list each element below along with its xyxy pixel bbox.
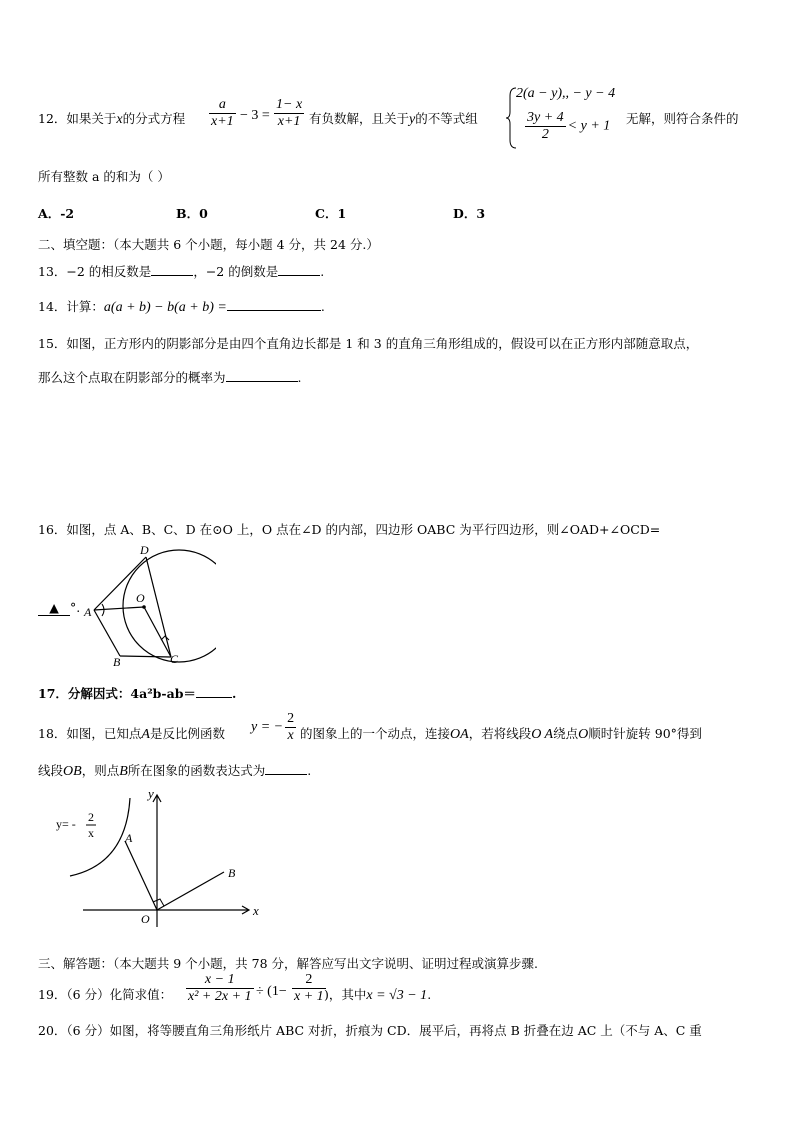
q18-line2 — [38, 761, 311, 780]
q15-line1: 15．如图，正方形内的阴影部分是由四个直角边长都是 1 和 3 的直角三角形组成的，假设可以在正方形内部随意取点， — [38, 336, 699, 351]
q16-line1: 16．如图，点 A、B、C、D 在⊙O 上，O 点在∠D 的内部，四边形 OABC 为平行四边形，则∠OAD+∠OCD= — [38, 522, 661, 537]
q18-text-c: 的图象上的一个动点，连接 — [300, 726, 451, 741]
q18-func-num: 2 — [287, 711, 295, 726]
q19-text-b: )，其中 — [324, 987, 367, 1002]
q19-fraction-1 — [184, 972, 256, 1005]
q19-intro: 19．（6 分）化简求值： — [38, 987, 173, 1002]
q19-f2-num: 2 — [292, 972, 326, 989]
q18-text-a: 18．如图，已知点 — [38, 726, 142, 741]
q19-f1-num: x − 1 — [186, 972, 254, 989]
q12-var-x: x — [116, 112, 123, 127]
q16-label-o: O — [136, 591, 145, 605]
q12-frac2-den: x+1 — [277, 114, 301, 129]
q18-end: . — [307, 763, 312, 778]
q18-label-b: B — [228, 866, 236, 880]
q18-point-a: A — [141, 727, 150, 742]
q12-sys2-num: 3y + 4 — [527, 110, 564, 125]
q16-label-c: C — [170, 652, 179, 666]
q13-text-a: 13．−2 的相反数是 — [38, 264, 152, 279]
q15-line2-text: 那么这个点取在阴影部分的概率为 — [38, 370, 226, 385]
q12-option-d: D．3 — [453, 206, 486, 221]
q18-text-f: 顺时针旋转 90°得到 — [588, 726, 702, 741]
q18-line1-a — [38, 724, 225, 743]
q12-line1-mid — [309, 109, 478, 128]
q18-line2-b: ，则点 — [81, 763, 120, 778]
q13-blank-2 — [278, 275, 320, 276]
q12-option-b: B．0 — [176, 206, 208, 221]
q12-var-y: y — [409, 112, 416, 127]
q14-end: . — [320, 299, 325, 314]
q12-frac2-num: 1− x — [276, 97, 303, 112]
q13-text-b: ，−2 的倒数是 — [193, 264, 279, 279]
q18-function — [251, 711, 298, 744]
q13 — [38, 262, 324, 280]
q18-label-o: O — [141, 912, 150, 926]
q12-line1 — [38, 109, 185, 128]
q19-condition: x = √3 − 1 — [366, 988, 428, 1003]
q12-sys2-den: 2 — [541, 127, 549, 142]
section2-heading: 二、填空题：（本大题共 6 个小题，每小题 4 分，共 24 分.） — [38, 237, 379, 252]
q19-f1-den: x² + 2x + 1 — [188, 989, 252, 1004]
q12-fraction-2 — [272, 97, 306, 130]
q12-frac1-den: x+1 — [211, 114, 234, 129]
q18-graph-figure — [50, 784, 280, 934]
q17-end: . — [231, 686, 237, 701]
q18-point-o: O — [578, 727, 589, 742]
q12-fraction-1 — [207, 97, 238, 130]
q18-line1-b — [300, 724, 702, 743]
q18-oa: OA — [450, 727, 469, 742]
q18-point-b: B — [119, 764, 128, 779]
q18-hyperbola — [70, 798, 130, 876]
q16-degree: °. — [70, 600, 81, 615]
q16-label-b: B — [113, 655, 121, 669]
q13-text-c: . — [320, 264, 325, 279]
q12-system-line2 — [523, 110, 610, 143]
q17-text: 17．分解因式：4a²b-ab＝ — [38, 686, 196, 701]
q16-answer — [38, 600, 80, 616]
q18-oa2: O A — [531, 727, 554, 742]
q12-text-b: 的分式方程 — [122, 111, 186, 126]
q18-text-d: ，若将线段 — [468, 726, 532, 741]
q18-label-x: x — [253, 903, 259, 918]
q16-label-a: A — [84, 605, 92, 619]
q12-text-c: 有负数解，且关于 — [309, 111, 410, 126]
q18-label-y: y — [148, 786, 154, 801]
q12-option-c: C．1 — [315, 206, 347, 221]
q12-system-line1: 2(a − y),, − y − 4 — [516, 86, 616, 101]
q18-curve-num: 2 — [88, 810, 94, 824]
q15-blank — [226, 381, 298, 382]
q18-text-b: 是反比例函数 — [149, 726, 225, 741]
q18-curve-label: y= - — [56, 817, 76, 831]
q17-blank — [196, 697, 232, 698]
q18-label-a: A — [125, 831, 133, 845]
q19-after — [324, 985, 431, 1004]
q16-label-d: D — [140, 543, 149, 557]
q19-end: . — [427, 987, 432, 1002]
q12-sys2-rest: < y + 1 — [567, 118, 611, 134]
q18-text-e: 绕点 — [553, 726, 579, 741]
q12-line1-end: 无解，则符合条件的 — [626, 111, 739, 126]
q18-func-den: x — [287, 728, 294, 743]
q14 — [38, 297, 325, 316]
section3-heading: 三、解答题：（本大题共 9 个小题，共 78 分，解答应写出文字说明、证明过程或演算步骤. — [38, 956, 538, 971]
q18-curve-den: x — [88, 826, 94, 840]
q13-blank-1 — [151, 275, 193, 276]
q15-line2 — [38, 368, 302, 386]
q14-expression: a(a + b) − b(a + b) = — [103, 300, 227, 315]
q14-blank — [227, 310, 321, 311]
q18-func-lhs: y = − — [251, 719, 284, 735]
q16-answer-blank — [38, 600, 70, 616]
q18-blank — [265, 774, 307, 775]
q15-end: . — [297, 370, 302, 385]
q16-answer-mark: ▲ — [49, 600, 59, 615]
q19-f2-den: x + 1 — [294, 989, 324, 1004]
q12-option-a: A．-2 — [38, 206, 75, 221]
q12-line2: 所有整数 a 的和为（ ） — [38, 169, 170, 184]
q18-segment-ob — [157, 872, 224, 910]
q18-line2-a: 线段 — [38, 763, 64, 778]
q12-text-d: 的不等式组 — [415, 111, 478, 126]
q20-line1: 20．（6 分）如图，将等腰直角三角形纸片 ABC 对折，折痕为 CD．展平后，再将点 B 折叠在边 AC 上（不与 A、C 重 — [38, 1023, 702, 1038]
q12-text-a: 12．如果关于 — [38, 111, 117, 126]
q17 — [38, 684, 236, 702]
q18-line2-c: 所在图象的函数表达式为 — [127, 763, 266, 778]
q19-fraction-2 — [290, 972, 328, 1005]
q18-ob: OB — [63, 764, 82, 779]
q12-minus3: − 3 = — [240, 108, 270, 123]
q12-frac1-num: a — [209, 97, 236, 114]
q14-text-a: 14．计算： — [38, 299, 104, 314]
q19-div: ÷ (1− — [256, 984, 287, 999]
q18-segment-oa — [125, 841, 157, 910]
